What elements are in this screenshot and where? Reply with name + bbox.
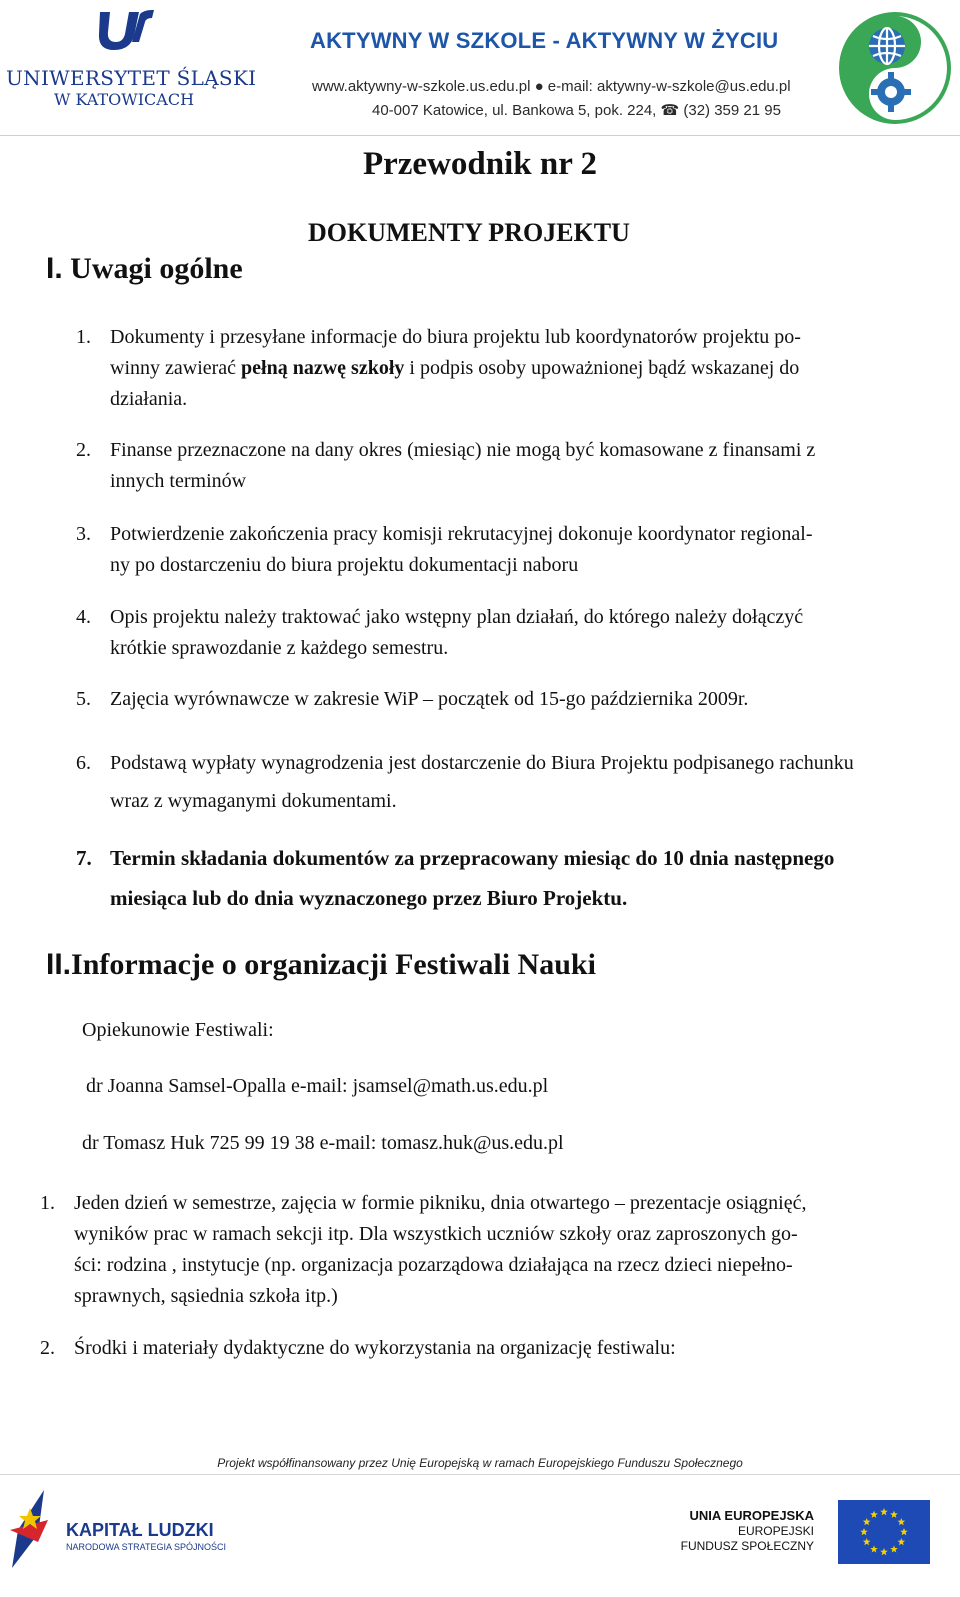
text-segment: sprawnych, sąsiednia szkoła itp.) [74, 1285, 338, 1307]
text-line [74, 1250, 806, 1281]
list-item-number: 5. [76, 688, 91, 710]
caretaker-1-contact: dr Joanna Samsel-Opalla e-mail: jsamsel@math.us.edu.pl [86, 1075, 549, 1097]
eu-fund-logo [680, 1500, 930, 1570]
text-segment: Jeden dzień w semestrze, zajęcia w formie pikniku, dnia otwartego – prezentacje osiągnięć, [74, 1192, 807, 1214]
text-segment: krótkie sprawozdanie z każdego semestru. [110, 637, 449, 659]
text-segment: miesiąca lub do dnia wyznaczonego przez Biuro Projektu. [110, 886, 628, 910]
text-segment: ści: rodzina , instytucje (np. organizacja pozarządowa działająca na rzecz dzieci niepełno- [74, 1254, 793, 1276]
text-line [110, 838, 834, 878]
text-segment: pełną nazwę szkoły [241, 357, 405, 379]
text-segment: wyników prac w ramach sekcji itp. Dla wszystkich uczniów szkoły oraz zaproszonych go- [74, 1223, 798, 1245]
university-logo [6, 6, 257, 116]
eu-line-2: EUROPEJSKI [737, 1524, 814, 1538]
list-item-text [110, 684, 748, 715]
kapital-ludzki-logo [8, 1490, 238, 1570]
text-segment: Termin składania dokumentów za przepracowany miesiąc do 10 dnia następnego [110, 846, 835, 870]
list-item-number: 2. [40, 1337, 55, 1359]
text-line [110, 322, 801, 353]
text-segment: Finanse przeznaczone na dany okres (miesiąc) nie mogą być komasowane z finansami z [110, 439, 816, 461]
text-line [110, 602, 803, 633]
text-line [110, 633, 803, 664]
text-line [110, 684, 748, 715]
section-1-numeral: I. [46, 252, 63, 285]
text-line [74, 1219, 806, 1250]
text-segment: Podstawą wypłaty wynagrodzenia jest dostarczenie do Biura Projektu podpisanego rachunku [110, 752, 854, 774]
project-contact-web-email: www.aktywny-w-szkole.us.edu.pl ● e-mail: aktywny-w-szkole@us.edu.pl [312, 78, 791, 95]
text-line [110, 744, 854, 782]
text-line [110, 550, 813, 581]
caretakers-label: Opiekunowie Festiwali: [82, 1019, 274, 1041]
list-item-number: 3. [76, 523, 91, 545]
project-title: AKTYWNY W SZKOLE - AKTYWNY W ŻYCIU [310, 28, 779, 53]
document-title: Przewodnik nr 2 [362, 146, 598, 182]
project-contact-address-phone: 40-007 Katowice, ul. Bankowa 5, pok. 224, ☎ (32) 359 21 95 [372, 102, 781, 119]
list-item-text [110, 602, 803, 664]
list-item-number: 2. [76, 439, 91, 461]
text-line [110, 466, 815, 497]
list-item-text [74, 1333, 676, 1364]
text-segment: działania. [110, 388, 188, 410]
text-line [110, 782, 854, 820]
section-1-title: Uwagi ogólne [70, 252, 243, 285]
university-name: UNIWERSYTET ŚLĄSKI [6, 66, 257, 90]
text-segment: Zajęcia wyrównawcze w zakresie WiP – początek od 15-go października 2009r. [110, 688, 749, 710]
section-1-heading [46, 252, 243, 286]
text-line [110, 353, 801, 384]
document-subtitle: DOKUMENTY PROJEKTU [308, 218, 630, 247]
list-item-text [110, 519, 813, 581]
list-item-text [110, 744, 854, 820]
list-item-number: 1. [76, 326, 91, 348]
list-item-number: 4. [76, 606, 91, 628]
text-line [110, 435, 815, 466]
section-2-title: Informacje o organizacji Festiwali Nauki [71, 948, 596, 981]
text-segment: Potwierdzenie zakończenia pracy komisji rekrutacyjnej dokonuje koordynator regional- [110, 523, 813, 545]
kapital-ludzki-emblem-icon [8, 1490, 60, 1570]
section-2-heading [46, 948, 596, 982]
text-segment: innych terminów [110, 470, 247, 492]
text-line [110, 384, 801, 415]
caretaker-2-contact: dr Tomasz Huk 725 99 19 38 e-mail: tomasz.huk@us.edu.pl [82, 1132, 564, 1154]
text-line [74, 1281, 806, 1312]
project-logo-icon [835, 8, 955, 128]
eu-flag-icon [838, 1500, 930, 1564]
university-city: W KATOWICACH [53, 90, 195, 109]
footer-divider [0, 1474, 960, 1475]
list-item-number: 1. [40, 1192, 55, 1214]
text-segment: Środki i materiały dydaktyczne do wykorzystania na organizację festiwalu: [74, 1337, 676, 1359]
text-segment: winny zawierać [110, 357, 242, 379]
text-segment: i podpis osoby upoważnionej bądź wskazanej do [404, 357, 800, 379]
list-item-text [110, 435, 815, 497]
text-line [110, 878, 834, 918]
header-divider [0, 135, 960, 136]
page-header [0, 0, 960, 135]
text-line [110, 519, 813, 550]
kapital-ludzki-title: KAPITAŁ LUDZKI [66, 1520, 214, 1540]
text-segment: Opis projektu należy traktować jako wstępny plan działań, do którego należy dołączyć [110, 606, 804, 628]
text-line [74, 1188, 806, 1219]
text-line [74, 1333, 676, 1364]
section-2-numeral: II. [46, 948, 72, 981]
eu-line-1: UNIA EUROPEJSKA [689, 1508, 814, 1523]
list-item-number: 6. [76, 752, 91, 774]
university-emblem-icon [96, 8, 156, 50]
list-item-text [110, 322, 801, 415]
cofinancing-note: Projekt współfinansowany przez Unię Europejską w ramach Europejskiego Funduszu Społecznego [217, 1456, 743, 1470]
list-item-text [110, 838, 834, 918]
list-item-number: 7. [76, 846, 92, 870]
kapital-ludzki-subtitle: NARODOWA STRATEGIA SPÓJNOŚCI [66, 1542, 227, 1552]
text-segment: wraz z wymaganymi dokumentami. [110, 790, 397, 812]
text-segment: ny po dostarczeniu do biura projektu dokumentacji naboru [110, 554, 579, 576]
text-segment: Dokumenty i przesyłane informacje do biura projektu lub koordynatorów projektu po- [110, 326, 801, 348]
eu-line-3: FUNDUSZ SPOŁECZNY [680, 1539, 814, 1553]
list-item-text [74, 1188, 806, 1312]
